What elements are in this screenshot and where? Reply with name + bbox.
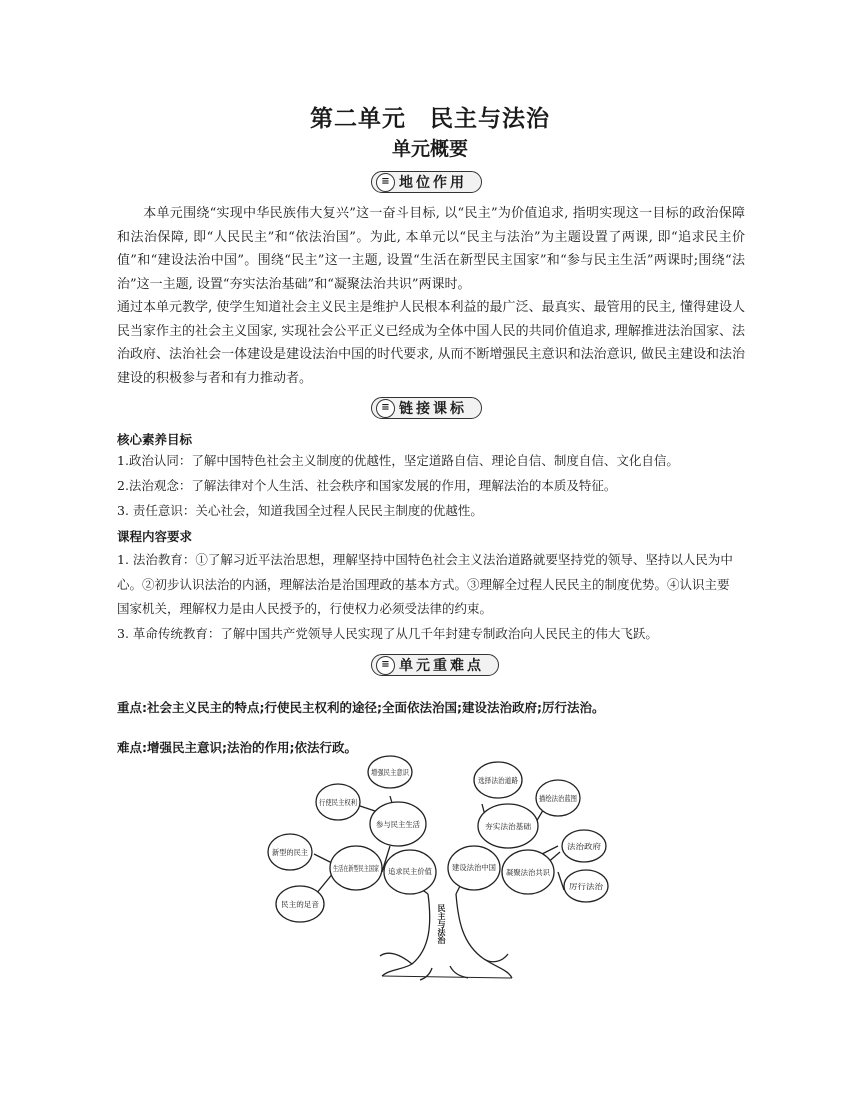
leaf-e-label: 选择法治道路 [478,776,523,785]
leaf-a-label: 新型的民主 [272,848,310,857]
book-stack-icon: ≡ [376,399,395,418]
section-label: 地位作用 [399,175,467,191]
trunk-label: 民主与法治 [437,904,447,944]
section-badge-keypoints [371,654,499,676]
content-req-1: 1. 法治教育：①了解习近平法治思想，理解坚持中国特色社会主义法治道路就要坚持党的领导、坚持以人民为中心。②初步认识法治的内涵，理解法治是治国理政的基本方式。③理解全过程人民民主的制度优势。④认识主要国家机关，理解权力是由人民授予的，行使权力必须受法律的约束。 [117,552,733,616]
intro-paragraph-1: 本单元围绕“实现中华民族伟大复兴”这一奋斗目标, 以“民主”为价值追求, 指明实现这一目标的政治保障和法治保障, 即“人民民主”和“依法治国”。为此, 本单元以“民主与法治”为主题设置了两课, 即“追求民主价值”和“建设法治中国”。围绕“民主”这一主题, 设置“生活在新型民主国家”和“参与民主生活”两课时;围绕“法治”这一主题, 设置“夯实法治基础”和“凝聚法治共识”两课时。 [117,206,745,292]
page-subtitle: 单元概要 [391,138,468,160]
difficult-points: 难点:增强民主意识;法治的作用;依法行政。 [117,740,357,755]
core-goal-2: 2.法治观念：了解法律对个人生活、社会秩序和国家发展的作用，理解法治的本质及特征。 [117,478,617,493]
content-req-2: 3. 革命传统教育：了解中国共产党领导人民实现了从几千年封建专制政治向人民民主的伟大飞跃。 [117,626,658,641]
leaf-g-label: 法治政府 [567,842,597,851]
section-badge-standards [371,397,482,419]
book-stack-icon: ≡ [376,656,395,675]
leaf-c-label: 行使民主权利 [319,798,364,807]
core-goal-3: 3. 责任意识：关心社会，知道我国全过程人民民主制度的优越性。 [117,503,483,518]
intro-paragraph-2: 通过本单元教学, 使学生知道社会主义民主是维护人民根本利益的最广泛、最真实、最管用的民主, 懂得建设人民当家作主的社会主义国家, 实现社会公平正义已经成为全体中国人民的共同价值追求, 理解推进法治国家、法治政府、法治社会一体建设是建设法治中国的时代要求, 从而不断增强民主意识和法治意识, 做民主建设和法治建设的积极参与者和有力推动者。 [117,300,745,386]
leaf-h-label: 厉行法治 [569,882,599,891]
left-sub-2-label: 参与民主生活 [376,820,421,829]
section-badge-position [371,171,482,193]
section-label: 单元重难点 [399,658,484,674]
leaf-d-label: 增强民主意识 [371,768,416,777]
page-title: 第二单元 民主与法治 [310,106,550,132]
left-sub-1-label: 生活在新型民主国家 [333,864,401,873]
content-reqs-heading: 课程内容要求 [117,529,193,544]
key-points: 重点:社会主义民主的特点;行使民主权利的途径;全面依法治国;建设法治政府;厉行法治。 [117,700,605,715]
leaf-b-label: 民主的足音 [281,900,319,909]
right-sub-2-label: 凝聚法治共识 [506,868,551,877]
core-goal-1: 1.政治认同：了解中国特色社会主义制度的优越性，坚定道路自信、理论自信、制度自信、文化自信。 [117,453,679,468]
section-label: 链接课标 [399,401,467,417]
knowledge-tree-diagram [262,754,632,984]
leaf-f-label: 描绘法治蓝图 [539,794,584,803]
book-stack-icon: ≡ [376,173,395,192]
right-branch-label: 建设法治中国 [452,863,497,872]
left-branch-label: 追求民主价值 [388,867,433,876]
core-goals-heading: 核心素养目标 [117,432,193,447]
right-sub-1-label: 夯实法治基础 [485,822,530,831]
